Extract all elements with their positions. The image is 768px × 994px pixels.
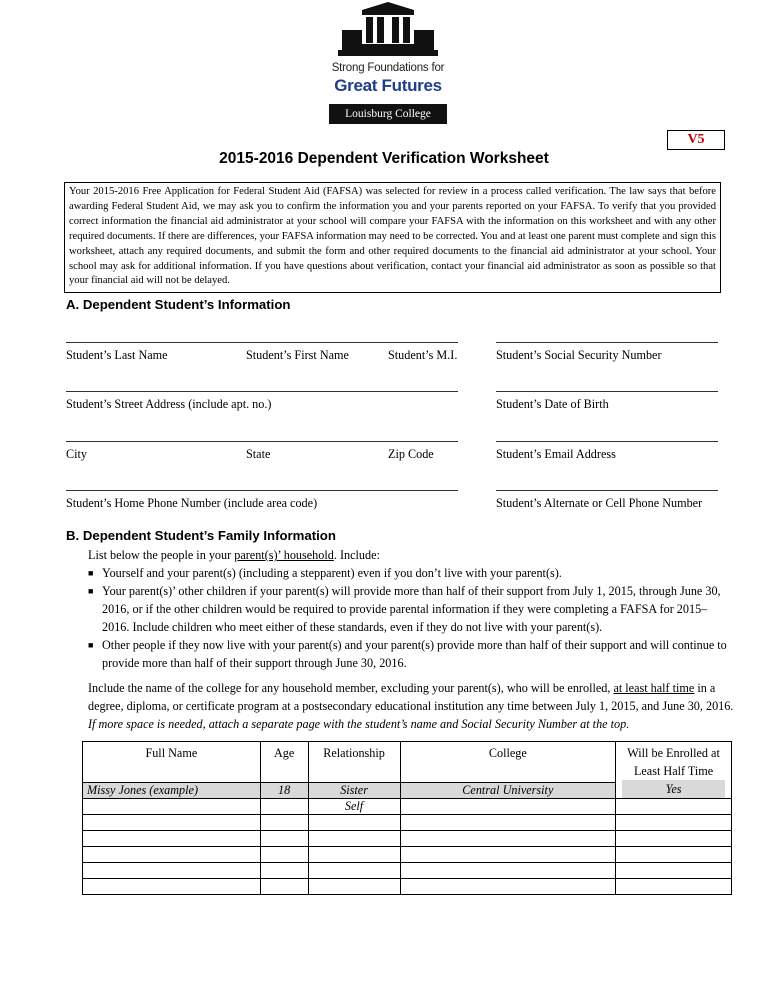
state-label: State — [246, 447, 271, 461]
table-row[interactable] — [83, 863, 732, 879]
header-college: College — [400, 742, 616, 783]
section-a-heading: A. Dependent Student’s Information — [66, 297, 291, 312]
example-enrolled: Yes — [622, 780, 725, 798]
last-name-label: Student’s Last Name — [66, 348, 168, 362]
table-row[interactable] — [83, 799, 732, 815]
example-relationship: Sister — [308, 783, 400, 799]
email-label: Student’s Email Address — [496, 447, 616, 461]
logo-college-name: Louisburg College — [329, 104, 447, 124]
zip-label: Zip Code — [388, 447, 434, 461]
college-logo — [326, 0, 450, 126]
table-row[interactable] — [83, 815, 732, 831]
ssn-line[interactable] — [496, 342, 718, 343]
alt-phone-line[interactable] — [496, 490, 718, 491]
bullet-square-icon: ■ — [88, 640, 94, 650]
ssn-label: Student’s Social Security Number — [496, 348, 662, 362]
dob-line[interactable] — [496, 391, 718, 392]
header-enrolled: Will be Enrolled at Least Half Time Yes — [616, 742, 732, 799]
home-phone-label: Student’s Home Phone Number (include area code) — [66, 496, 318, 510]
household-bullets — [88, 564, 734, 672]
table-row[interactable] — [83, 879, 732, 895]
bullet-square-icon: ■ — [88, 586, 94, 596]
mi-label: Student’s M.I. — [388, 348, 458, 362]
example-college: Central University — [400, 783, 616, 799]
city-state-zip-line[interactable] — [66, 441, 458, 442]
section-b-heading: B. Dependent Student’s Family Information — [66, 528, 336, 543]
street-line[interactable] — [66, 391, 458, 392]
header-age: Age — [260, 742, 308, 783]
city-label: City — [66, 447, 87, 461]
page-title: 2015-2016 Dependent Verification Worksheet — [219, 150, 549, 167]
self-relationship: Self — [308, 799, 400, 815]
home-phone-line[interactable] — [66, 490, 458, 491]
logo-slogan: Great Futures — [334, 76, 442, 95]
bullet-item: ■ Your parent(s)’ other children if your parent(s) will provide more than half of their support from July 1, 2015, through June 30, 2016, or if the other children would be required to provide parental information if they were completing a FAFSA for 2015–2016. Include children who meet either of these standards, even if they do not live with your parent(s). — [88, 584, 721, 634]
dob-label: Student’s Date of Birth — [496, 397, 609, 411]
version-badge: V5 — [667, 130, 725, 150]
street-label: Student’s Street Address (include apt. no.) — [66, 397, 272, 411]
household-table — [82, 741, 732, 895]
example-age: 18 — [260, 783, 308, 799]
table-header-row — [83, 742, 732, 783]
building-logo-icon — [326, 0, 450, 62]
college-instructions: Include the name of the college for any household member, excluding your parent(s), who will be enrolled, at least half time in a degree, diploma, or certificate program at a postsecondary educational institution any time between July 1, 2015, and June 30, 2016. If more space is needed, attach a separate page with the student’s name and Social Security Number at the top. — [88, 681, 734, 731]
section-b-instructions — [88, 546, 734, 672]
email-line[interactable] — [496, 441, 718, 442]
header-full-name: Full Name — [83, 742, 261, 783]
bullet-item: ■ Yourself and your parent(s) (including a stepparent) even if you don’t live with your parent(s). — [88, 566, 562, 580]
table-row[interactable] — [83, 831, 732, 847]
header-relationship: Relationship — [308, 742, 400, 783]
household-lead: List below the people in your parent(s)’ household. Include: — [88, 548, 380, 562]
example-name: Missy Jones (example) — [83, 783, 261, 799]
intro-box: Your 2015-2016 Free Application for Federal Student Aid (FAFSA) was selected for review in a process called verification. The law says that before awarding Federal Student Aid, we may ask you to confirm the information you and your parents reported on your FAFSA. To verify that you provided correct information the financial aid administrator at your school will compare your FAFSA with the information on this worksheet and with any other required documents. If there are differences, your FAFSA information may need to be corrected. You and at least one parent must complete and sign this worksheet, attach any required documents, and submit the form and other required documents to the financial aid administrator at your school. Your school may ask for additional information. If you have questions about verification, contact your financial aid administrator as soon as possible so that your financial aid will not be delayed. — [64, 182, 721, 293]
table-row[interactable] — [83, 847, 732, 863]
first-name-label: Student’s First Name — [246, 348, 349, 362]
bullet-item: ■ Other people if they now live with your parent(s) and your parent(s) provide more than half of their support and will continue to provide more than half of their support through June 30, 2016. — [88, 638, 727, 670]
bullet-square-icon: ■ — [88, 568, 94, 578]
logo-tagline: Strong Foundations for — [331, 62, 445, 74]
alt-phone-label: Student’s Alternate or Cell Phone Number — [496, 496, 703, 510]
name-line[interactable] — [66, 342, 458, 343]
